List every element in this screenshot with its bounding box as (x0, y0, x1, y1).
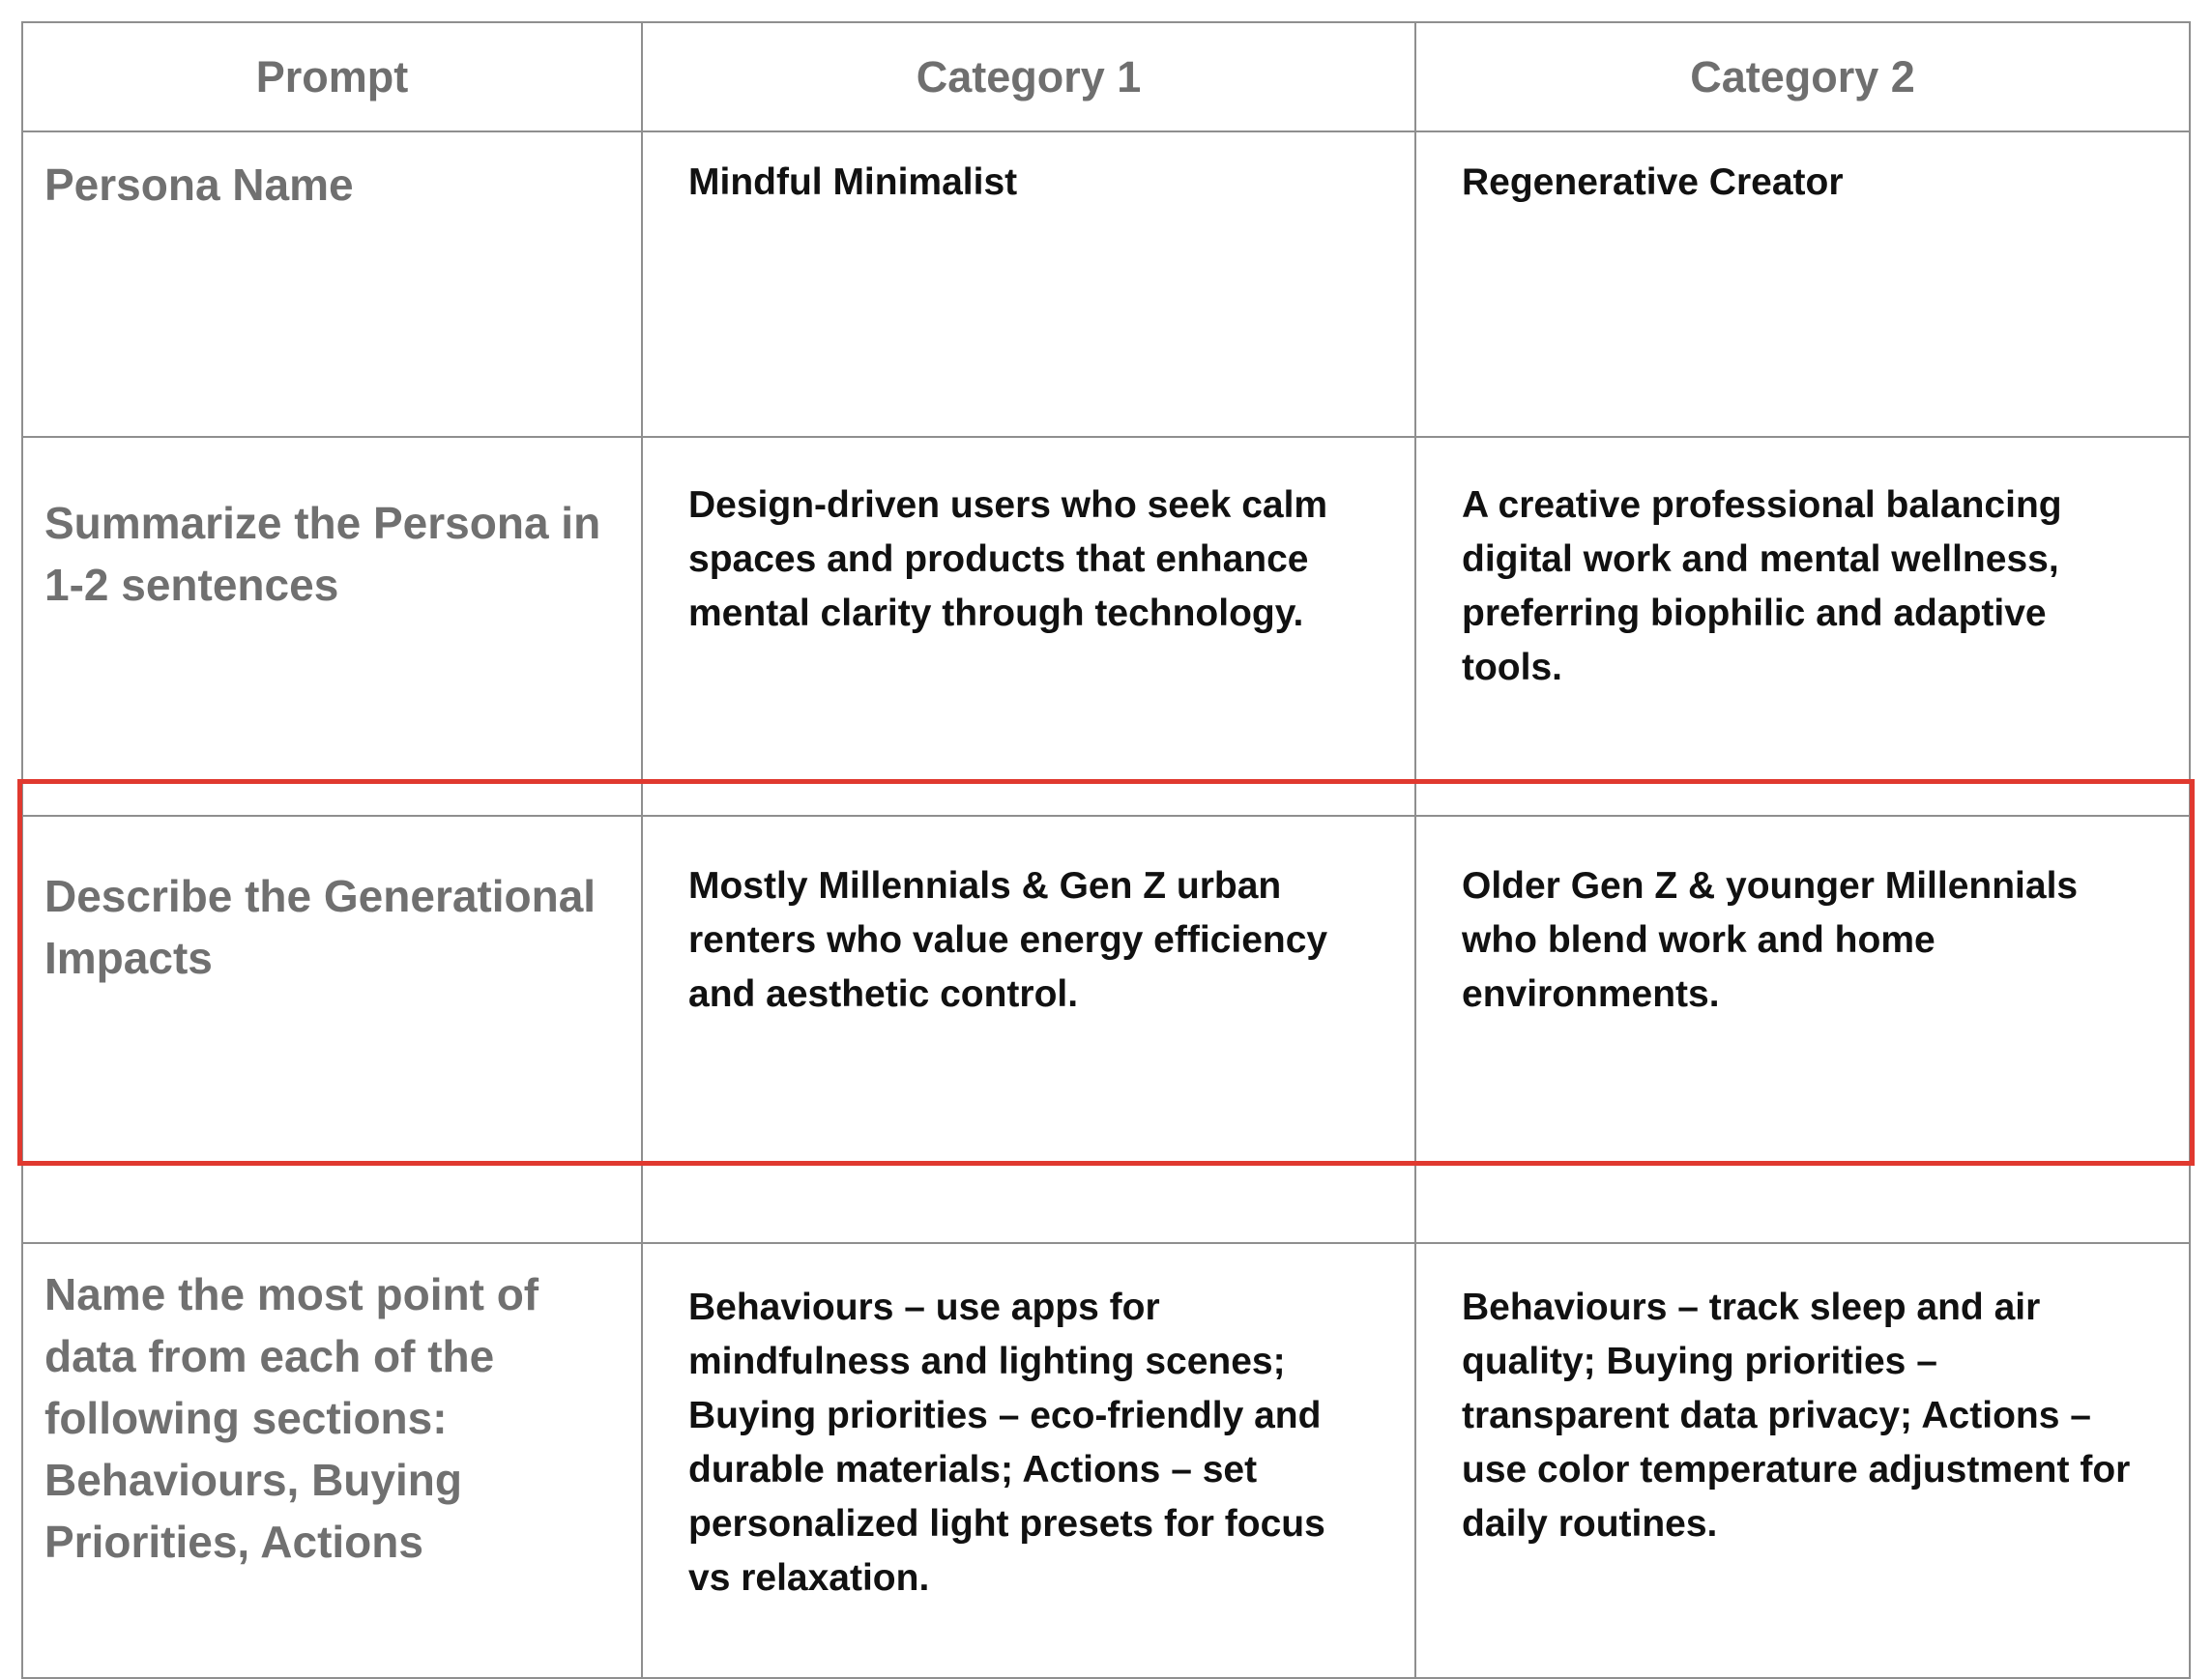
category-1-cell: Mostly Millennials & Gen Z urban renters who value energy efficiency and aesthetic control. (642, 816, 1415, 1243)
prompt-cell: Persona Name (22, 131, 642, 437)
header-row (22, 22, 2190, 131)
category-1-cell: Behaviours – use apps for mindfulness and lighting scenes; Buying priorities – eco-friendly and durable materials; Actions – set personalized light presets for focus vs relaxation. (642, 1243, 1415, 1678)
category-2-cell: A creative professional balancing digital work and mental wellness, preferring biophilic and adaptive tools. (1415, 437, 2190, 816)
table-row-persona-name (22, 131, 2190, 437)
category-2-cell: Older Gen Z & younger Millennials who blend work and home environments. (1415, 816, 2190, 1243)
persona-table (21, 21, 2191, 1679)
category-1-cell: Mindful Minimalist (642, 131, 1415, 437)
category-2-cell: Behaviours – track sleep and air quality; Buying priorities – transparent data privacy; Actions – use color temperature adjustment for daily routines. (1415, 1243, 2190, 1678)
header-prompt: Prompt (22, 22, 642, 131)
category-2-cell: Regenerative Creator (1415, 131, 2190, 437)
prompt-cell: Describe the Generational Impacts (22, 816, 642, 1243)
prompt-cell: Summarize the Persona in 1-2 sentences (22, 437, 642, 816)
prompt-cell: Name the most point of data from each of the following sections: Behaviours, Buying Priorities, Actions (22, 1243, 642, 1678)
header-category-2: Category 2 (1415, 22, 2190, 131)
category-1-cell: Design-driven users who seek calm spaces and products that enhance mental clarity through technology. (642, 437, 1415, 816)
table-row-data-points (22, 1243, 2190, 1678)
table-row-summary (22, 437, 2190, 816)
header-category-1: Category 1 (642, 22, 1415, 131)
table-row-generational-impacts (22, 816, 2190, 1243)
